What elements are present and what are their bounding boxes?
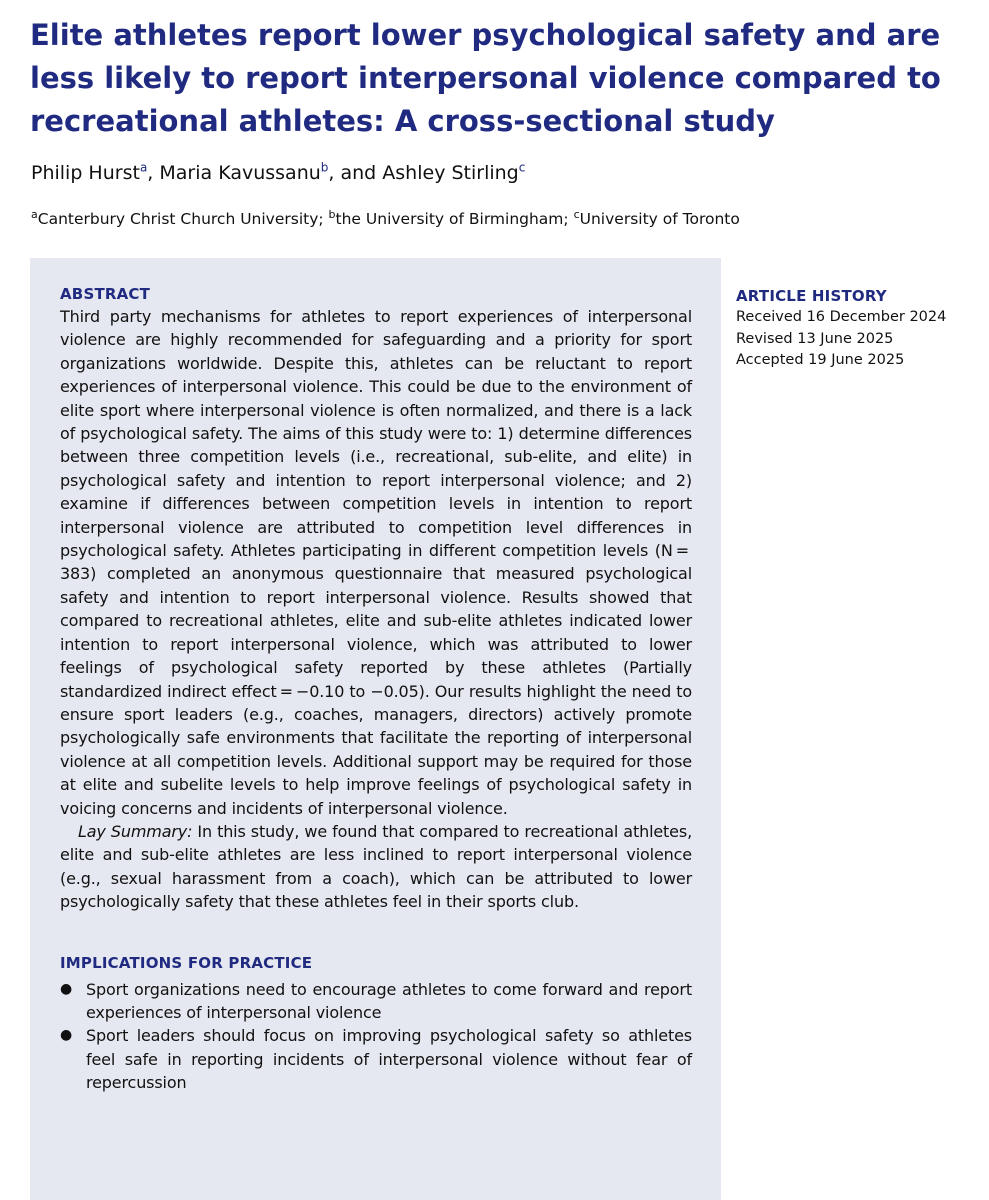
affiliation-name: University of Toronto	[579, 210, 740, 228]
affiliation-separator: ;	[563, 210, 574, 228]
affiliation-list	[31, 205, 740, 233]
accepted-date: Accepted 19 June 2025	[736, 352, 905, 368]
article-history-heading: ARTICLE HISTORY	[736, 287, 887, 305]
lay-summary-label: Lay Summary:	[78, 821, 193, 841]
list-item	[60, 1024, 692, 1094]
affiliation-separator: ;	[318, 210, 329, 228]
author-separator: ,	[147, 162, 160, 184]
revised-date: Revised 13 June 2025	[736, 330, 894, 347]
author-name[interactable]: Ashley Stirling	[382, 162, 519, 184]
bullet-icon: ●	[60, 980, 73, 997]
author-list	[31, 158, 525, 188]
implications-heading: IMPLICATIONS FOR PRACTICE	[60, 953, 313, 972]
affiliation-marker: b	[328, 207, 336, 221]
abstract-heading: ABSTRACT	[60, 285, 151, 303]
lay-summary	[60, 820, 692, 914]
lay-summary-text: In this study, we found that compared to recreational athletes, elite and sub-elite athletes are less inclined to report interpersonal violence (e.g., sexual harassment from a coach), which can be attributed to lower psychologically safety that these athletes feel in their sports club.	[60, 821, 693, 912]
article-title: Elite athletes report lower psychological safety and are less likely to report interpersonal violence compared to recreational athletes: A cross-sectional study	[30, 18, 941, 138]
abstract-text: Third party mechanisms for athletes to report experiences of interpersonal violence are highly recommended for safeguarding and a priority for sport organizations worldwide. Despite this, athletes can be reluctant to report experiences of interpersonal violence. This could be due to the environment of elite sport where interpersonal violence is often normalized, and there is a lack of psychological safety. The aims of this study were to: 1) determine differences between three competition levels (i.e., recreational, sub-elite, and elite) in psychological safety and intention to report interpersonal violence; and 2) examine if differences between competition levels in intention to report interpersonal violence are attributed to competition level differences in psychological safety. Athletes participating in different competition levels (N = 383) completed an anonymous questionnaire that measured psychological safety and intention to report interpersonal violence. Results showed that compared to recreational athletes, elite and sub-elite athletes indicated lower intention to report interpersonal violence, which was attributed to lower feelings of psychological safety reported by these athletes (Partially standardized indirect effect = −0.10 to −0.05). Our results highlight the need to ensure sport leaders (e.g., coaches, managers, directors) actively promote psychologically safe environments that facilitate the reporting of interpersonal violence at all competition levels. Additional support may be required for those at elite and subelite levels to help improve feelings of psychological safety in voicing concerns and incidents of interpersonal violence.	[60, 307, 692, 818]
received-date: Received 16 December 2024	[736, 309, 947, 325]
affiliation-name: the University of Birmingham	[335, 210, 564, 228]
author-name[interactable]: Philip Hurst	[31, 162, 140, 184]
affiliation-marker: b	[320, 160, 329, 175]
author-separator: , and	[328, 162, 383, 184]
article-history	[736, 285, 976, 372]
affiliation-marker: a	[31, 207, 38, 221]
list-item-text: Sport organizations need to encourage athletes to come forward and report experiences of interpersonal violence	[86, 979, 692, 1022]
abstract-content	[60, 283, 692, 1095]
abstract-box	[30, 258, 721, 1200]
affiliation-marker: c	[573, 207, 580, 221]
affiliation-name: Canterbury Christ Church University	[37, 210, 319, 228]
list-item-text: Sport leaders should focus on improving psychological safety so athletes feel safe in reporting incidents of interpersonal violence without fear of repercussion	[86, 1026, 692, 1093]
author-name[interactable]: Maria Kavussanu	[159, 162, 321, 184]
list-item	[60, 978, 692, 1025]
affiliation-marker: a	[139, 160, 148, 175]
bullet-icon: ●	[60, 1027, 73, 1044]
implications-list	[60, 978, 692, 1095]
affiliation-marker: c	[518, 160, 526, 175]
